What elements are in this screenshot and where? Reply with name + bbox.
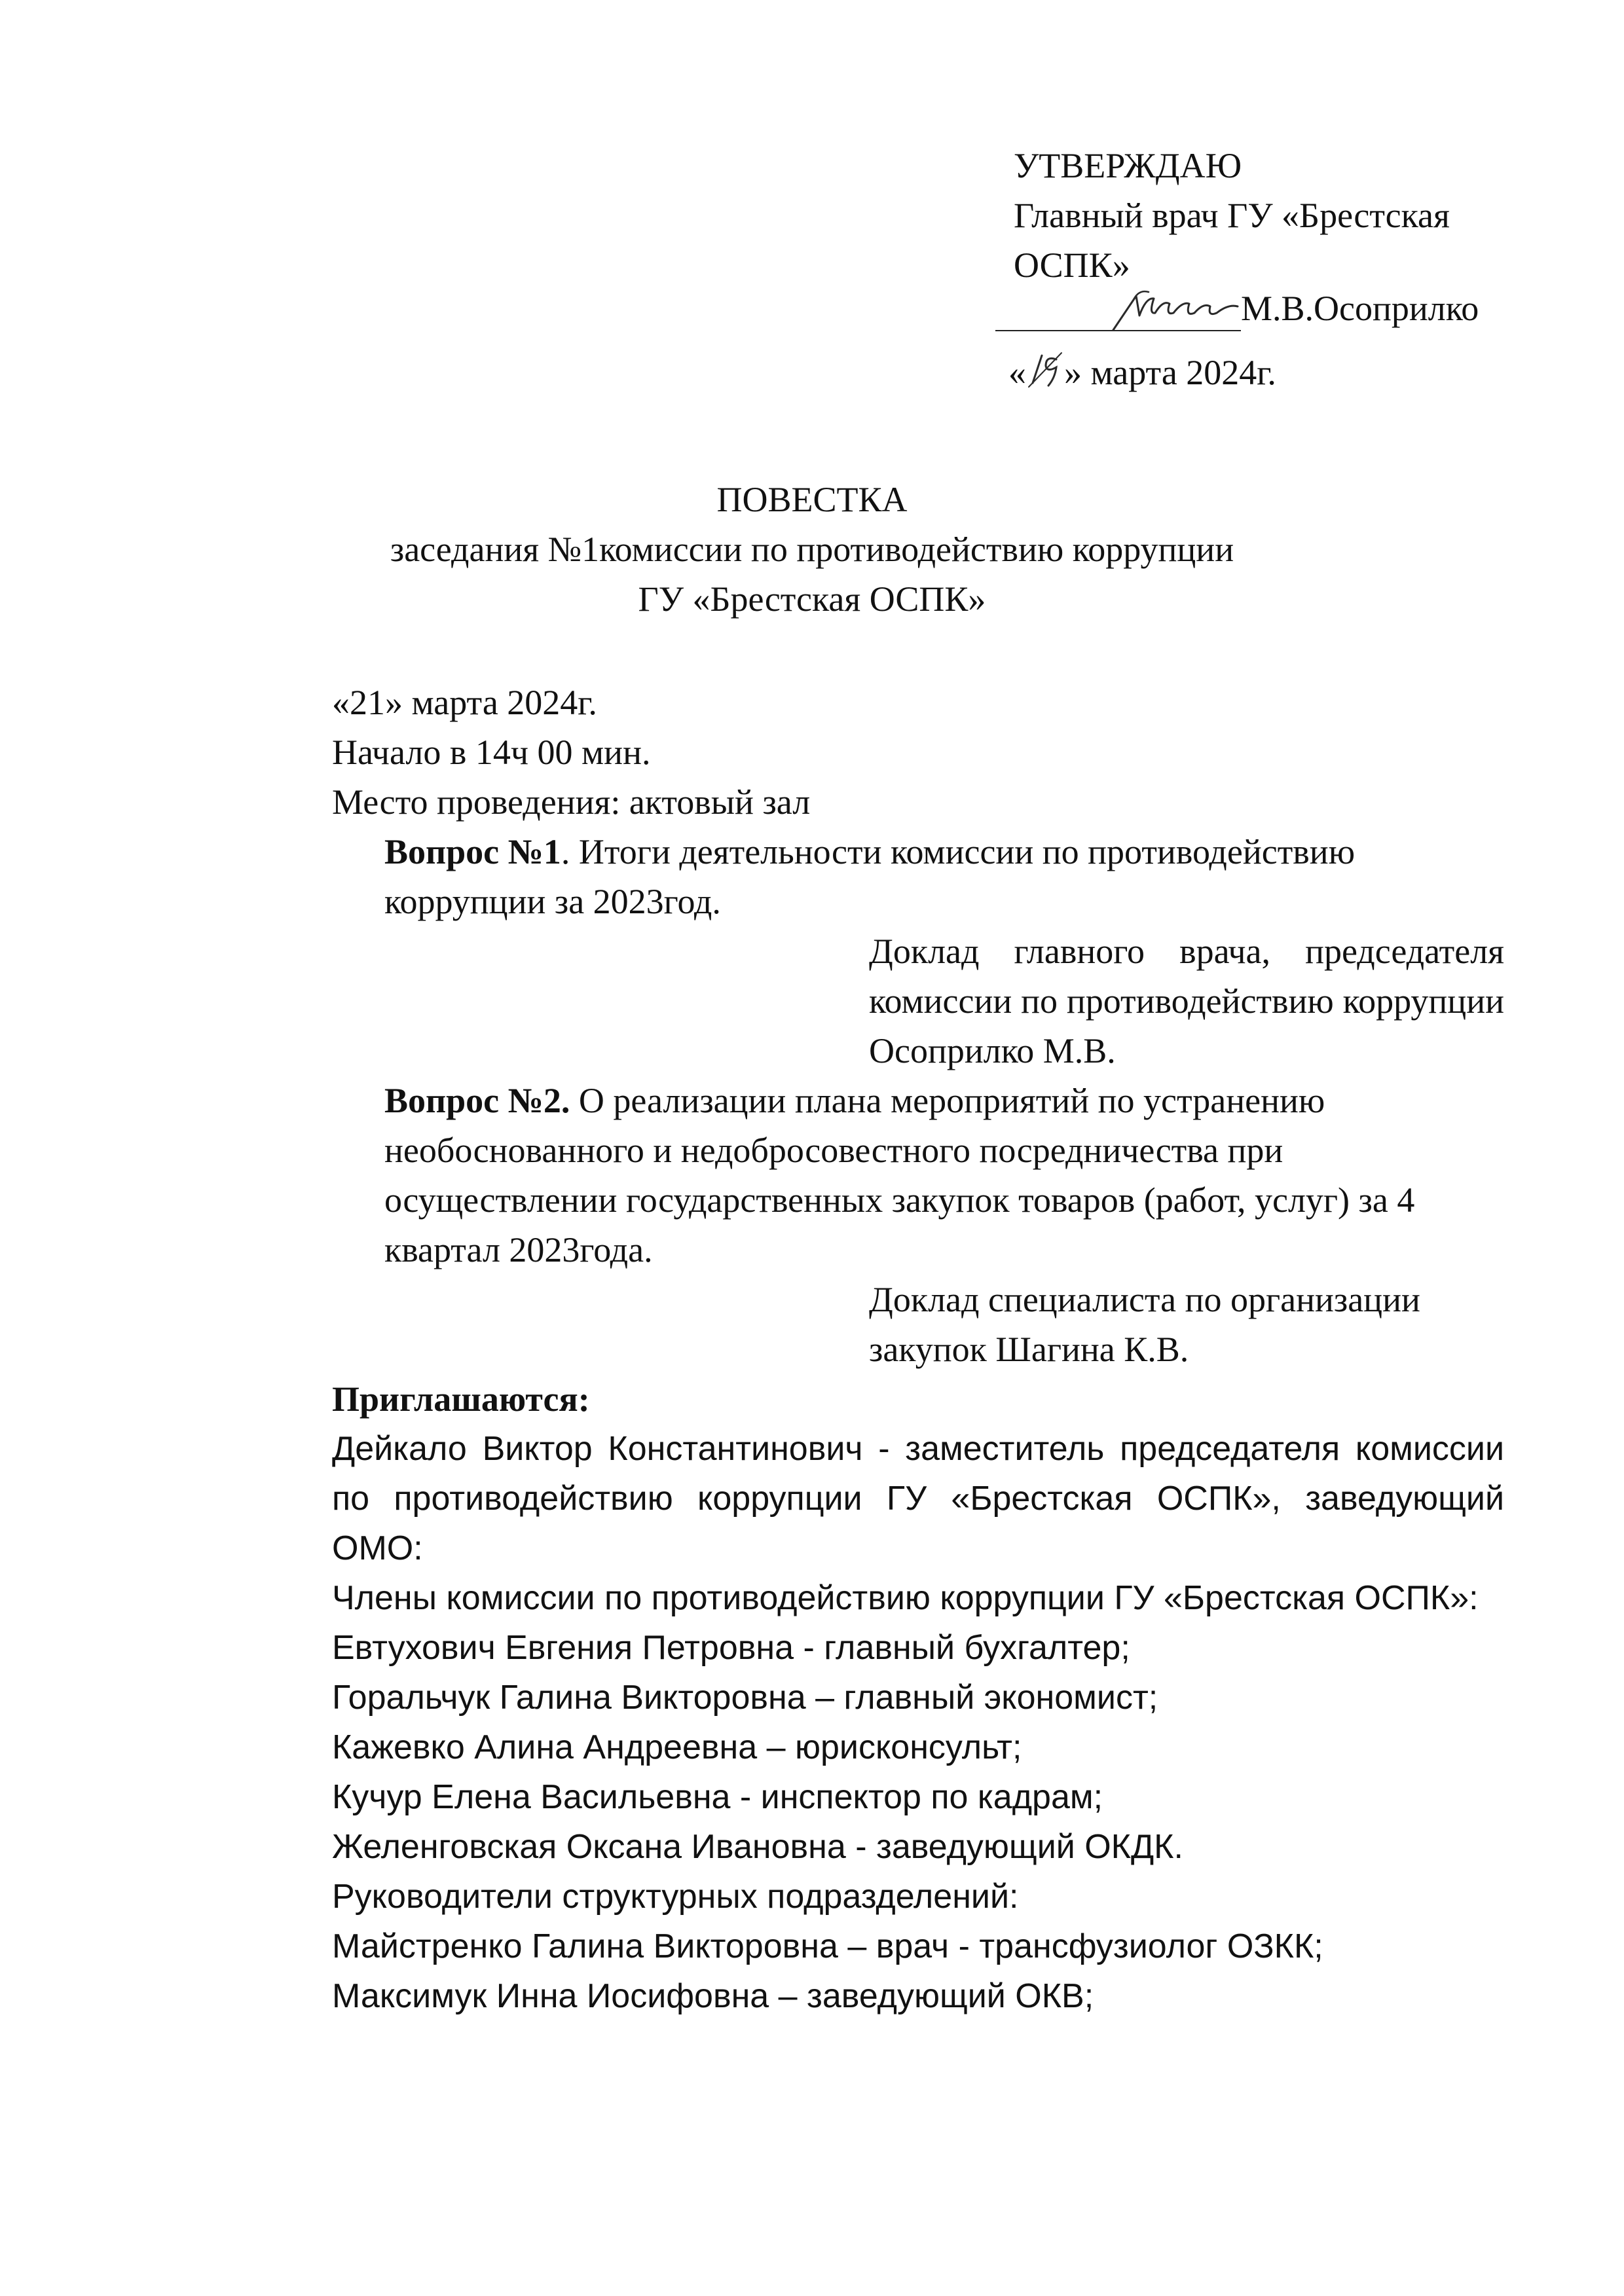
member-item: Евтухович Евгения Петровна - главный бухгалтер; (332, 1629, 1130, 1667)
agenda-heading: ПОВЕСТКА (716, 480, 908, 519)
question-2-text: О реализации плана мероприятий по устранению необоснованного и недобросовестного посредничества при осуществлении государственных закупок товаров (работ, услуг) за 4 квартал 2023года. (384, 1081, 1415, 1269)
approval-date-open: « (1008, 353, 1026, 392)
approval-date-rest: » марта 2024г. (1064, 353, 1276, 392)
head-item: Максимук Инна Иосифовна – заведующий ОКВ; (332, 1977, 1094, 2015)
question-1-reporter: Доклад главного врача, председателя комиссии по противодействию коррупции Осоприлко М.В. (869, 932, 1504, 1070)
approval-block (1014, 141, 1538, 290)
question-1 (332, 827, 1504, 926)
heads-heading: Руководители структурных подразделений: (332, 1878, 1019, 1916)
head-item: Майстренко Галина Викторовна – врач - трансфузиолог ОЗКК; (332, 1927, 1323, 1965)
agenda-subtitle-line2: ГУ «Брестская ОСПК» (638, 579, 986, 619)
agenda-body (332, 678, 1504, 2021)
question-1-label: Вопрос №1 (384, 832, 561, 871)
member-item: Кучур Елена Васильевна - инспектор по кадрам; (332, 1778, 1103, 1816)
signature-line (995, 288, 1559, 340)
member-item: Горальчук Галина Викторовна – главный экономист; (332, 1679, 1158, 1717)
agenda-subtitle-line1: заседания №1комиссии по противодействию коррупции (390, 530, 1234, 569)
question-2-label: Вопрос №2. (384, 1081, 570, 1120)
members-heading: Члены комиссии по противодействию коррупции ГУ «Брестская ОСПК»: (332, 1579, 1479, 1617)
agenda-title (0, 475, 1624, 624)
approval-position-line2: ОСПК» (1014, 246, 1130, 285)
invited-heading: Приглашаются: (332, 1379, 590, 1419)
member-item: Желенговская Оксана Ивановна - заведующий ОКДК. (332, 1828, 1183, 1866)
question-1-text: . Итоги деятельности комиссии по противодействию коррупции за 2023год. (384, 832, 1356, 921)
approval-date (1008, 350, 1276, 393)
handwritten-day (1026, 350, 1064, 390)
invited-deputy: Дейкало Виктор Константинович - заместитель председателя комиссии по противодействию коррупции ГУ «Брестская ОСПК», заведующий ОМО: (332, 1430, 1504, 1567)
question-2-reporter: Доклад специалиста по организации закупок Шагина К.В. (869, 1280, 1420, 1369)
question-2 (332, 1076, 1504, 1275)
invited-list (332, 1424, 1504, 2021)
approval-position-line1: Главный врач ГУ «Брестская (1014, 196, 1450, 235)
handwritten-signature (1100, 284, 1251, 337)
signer-name: М.В.Осоприлко (1241, 289, 1479, 328)
meeting-place: Место проведения: актовый зал (332, 782, 811, 822)
meeting-start: Начало в 14ч 00 мин. (332, 733, 651, 772)
member-item: Кажевко Алина Андреевна – юрисконсульт; (332, 1728, 1022, 1766)
approval-heading: УТВЕРЖДАЮ (1014, 146, 1242, 185)
meeting-date: «21» марта 2024г. (332, 683, 597, 722)
